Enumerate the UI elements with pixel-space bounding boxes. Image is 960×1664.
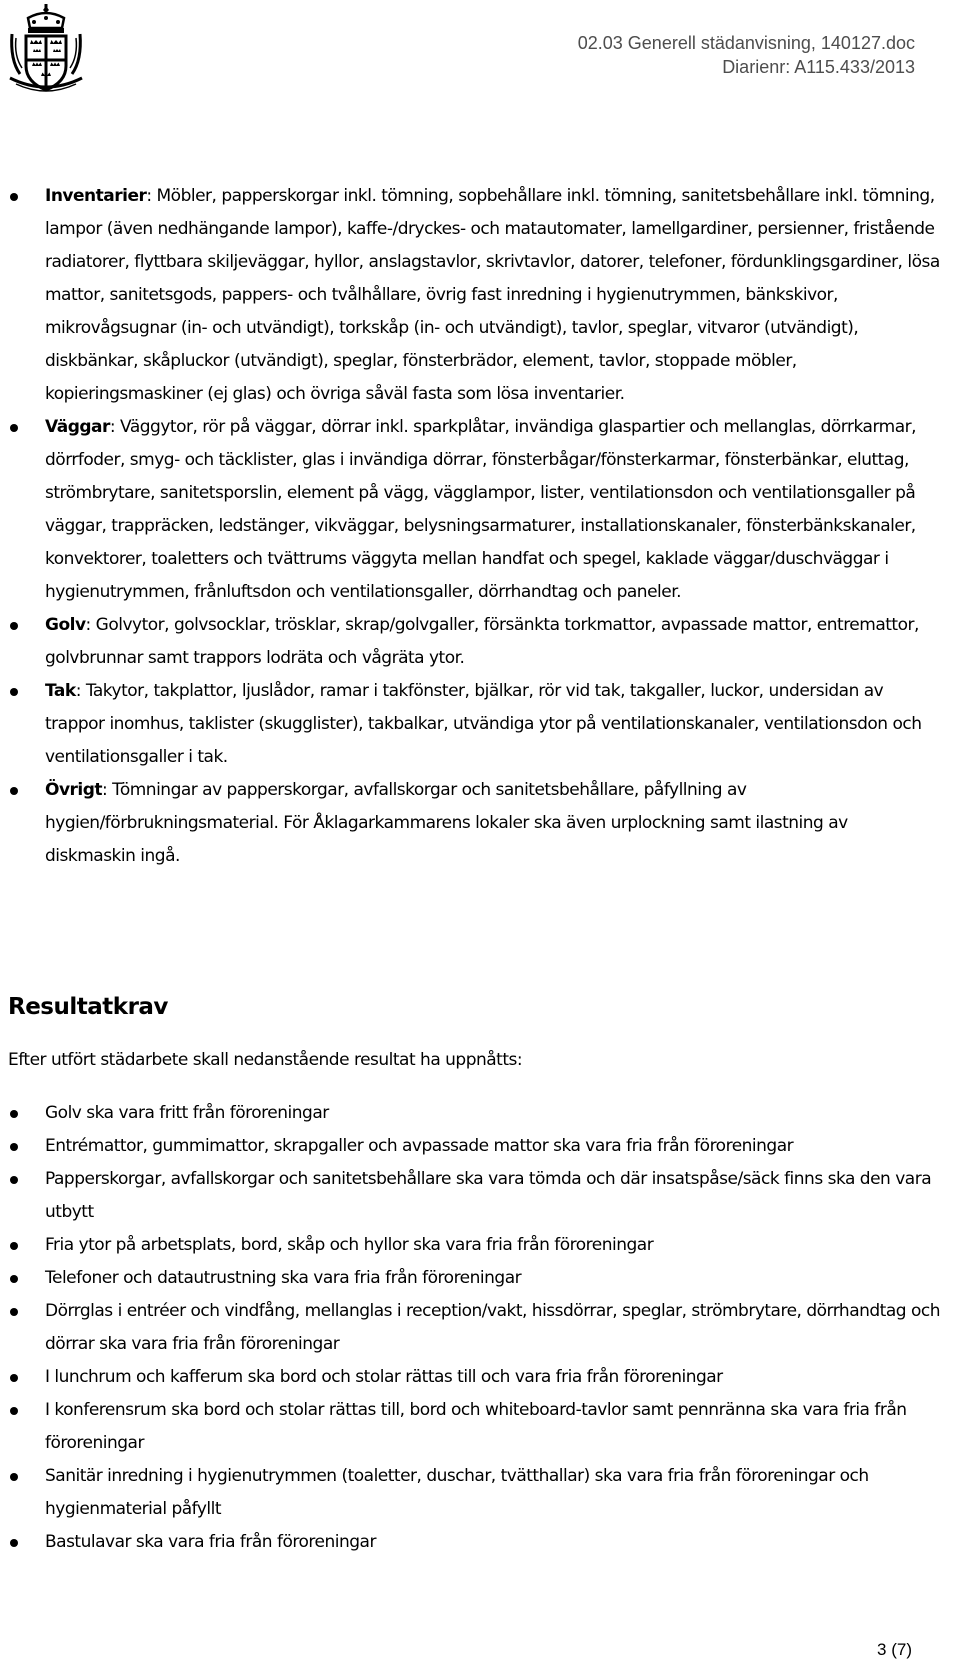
item-term: Golv	[45, 615, 86, 635]
document-id: Diarienr: A115.433/2013	[722, 57, 915, 77]
item-text: : Golvytor, golvsocklar, trösklar, skrap/golvgaller, försänkta torkmattor, avpassade mattor, entremattor, golvbrunnar samt trappors lodräta och vågräta ytor.	[45, 615, 919, 668]
crest-logo-icon	[6, 4, 86, 96]
cleaning-scope-list	[0, 180, 960, 873]
list-item	[0, 180, 960, 411]
result-requirements-list	[0, 1097, 960, 1559]
list-item: I lunchrum och kafferum ska bord och stolar rättas till och vara fria från föroreningar	[0, 1361, 960, 1394]
list-item: Sanitär inredning i hygienutrymmen (toaletter, duschar, tvätthallar) ska vara fria från föroreningar och hygienmaterial påfyllt	[0, 1460, 960, 1526]
item-text: : Takytor, takplattor, ljuslådor, ramar i takfönster, bjälkar, rör vid tak, takgaller, luckor, undersidan av trappor inomhus, taklister (skugglister), takbalkar, utvändiga ytor på ventilationskanaler, ventilationsdon och ventilationsgaller i tak.	[45, 681, 922, 767]
section-heading: Resultatkrav	[8, 994, 168, 1020]
list-item: Dörrglas i entréer och vindfång, mellanglas i reception/vakt, hissdörrar, speglar, strömbrytare, dörrhandtag och dörrar ska vara fria från föroreningar	[0, 1295, 960, 1361]
item-term: Övrigt	[45, 780, 103, 800]
document-header	[578, 31, 915, 79]
item-text: : Tömningar av papperskorgar, avfallskorgar och sanitetsbehållare, påfyllning av hygien/förbrukningsmaterial. För Åklagarkammarens lokaler ska även urplockning samt ilastning av diskmaskin ingå.	[45, 780, 848, 866]
list-item: Fria ytor på arbetsplats, bord, skåp och hyllor ska vara fria från föroreningar	[0, 1229, 960, 1262]
list-item: Telefoner och datautrustning ska vara fria från föroreningar	[0, 1262, 960, 1295]
list-item: Papperskorgar, avfallskorgar och sanitetsbehållare ska vara tömda och där insatspåse/säck finns ska den vara utbytt	[0, 1163, 960, 1229]
item-term: Väggar	[45, 417, 110, 437]
item-term: Inventarier	[45, 186, 147, 206]
list-item: Entrémattor, gummimattor, skrapgaller och avpassade mattor ska vara fria från föroreningar	[0, 1130, 960, 1163]
item-text: : Möbler, papperskorgar inkl. tömning, sopbehållare inkl. tömning, sanitetsbehållare inkl. tömning, lampor (även nedhängande lampor), kaffe-/dryckes- och matautomater, lamellgardiner, persienner, fristående radiatorer, flyttbara skiljeväggar, hyllor, anslagstavlor, skrivtavlor, datorer, telefoner, fördunklingsgardiner, lösa mattor, sanitetsgods, pappers- och tvålhållare, övrig fast inredning i hygienutrymmen, bänkskivor, mikrovågsugnar (in- och utvändigt), torkskåp (in- och utvändigt), tavlor, speglar, vitvaror (utvändigt), diskbänkar, skåpluckor (utvändigt), speglar, fönsterbrädor, element, tavlor, stoppade möbler, kopieringsmaskiner (ej glas) och övriga såväl fasta som lösa inventarier.	[45, 186, 940, 404]
document-title: 02.03 Generell städanvisning, 140127.doc	[577, 33, 915, 53]
list-item: Golv ska vara fritt från föroreningar	[0, 1097, 960, 1130]
list-item	[0, 675, 960, 774]
page-number: 3 (7)	[877, 1640, 912, 1659]
list-item	[0, 774, 960, 873]
list-item: Bastulavar ska vara fria från föroreningar	[0, 1526, 960, 1559]
item-term: Tak	[45, 681, 76, 701]
list-item: I konferensrum ska bord och stolar rättas till, bord och whiteboard-tavlor samt pennränna ska vara fria från föroreningar	[0, 1394, 960, 1460]
item-text: : Väggytor, rör på väggar, dörrar inkl. sparkplåtar, invändiga glaspartier och mellanglas, dörrkarmar, dörrfoder, smyg- och täcklister, glas i invändiga dörrar, fönsterbågar/fönsterkarmar, fönsterbänkar, eluttag, strömbrytare, sanitetsporslin, element på vägg, vägglampor, lister, ventilationsdon och ventilationsgaller på väggar, trappräcken, ledstänger, vikväggar, belysningsarmaturer, installationskanaler, fönsterbänkskanaler, konvektorer, toaletters och tvättrums väggyta mellan handfat och spegel, kaklade väggar/duschväggar i hygienutrymmen, frånluftsdon och ventilationsgaller, dörrhandtag och paneler.	[45, 417, 917, 602]
section-intro: Efter utfört städarbete skall nedanstående resultat ha uppnåtts:	[8, 1050, 523, 1070]
list-item	[0, 609, 960, 675]
list-item	[0, 411, 960, 609]
